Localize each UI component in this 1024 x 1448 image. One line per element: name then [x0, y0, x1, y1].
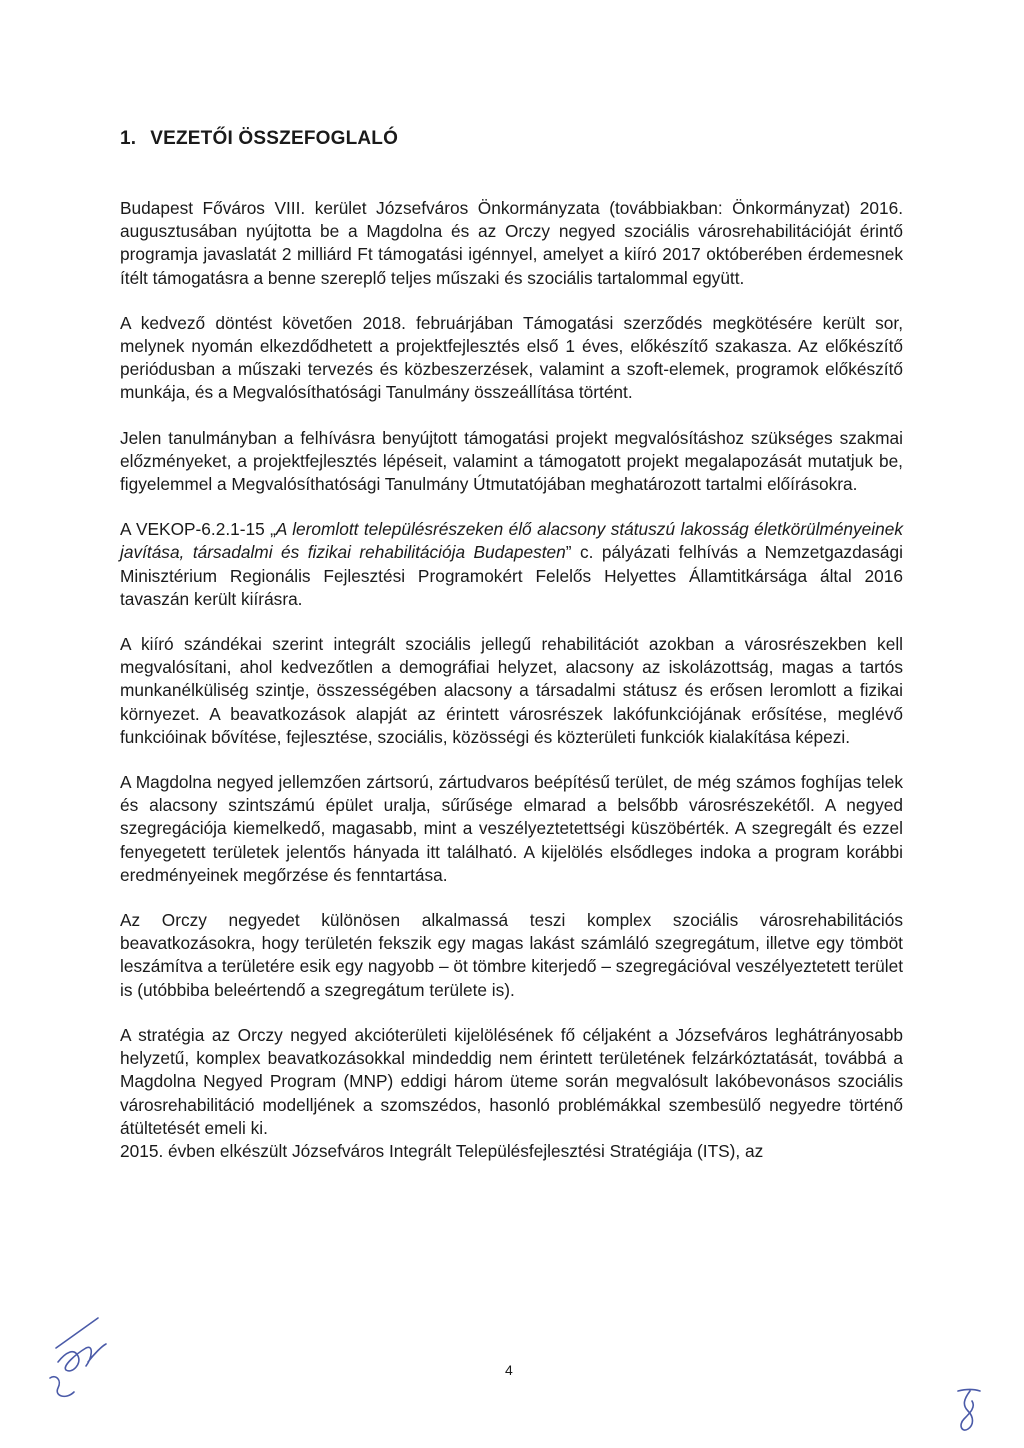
- paragraph-3: Jelen tanulmányban a felhívásra benyújtott támogatási projekt megvalósításhoz szükséges szakmai előzményeket, a projektfejlesztés lépéseit, valamint a támogatott projekt megalapozását mutatjuk be, figyelemmel a Megvalósíthatósági Tanulmány Útmutatójában meghatározott tartalmi előírásokra.: [120, 427, 903, 495]
- paragraph-4-italic: A leromlott településrészeken élő alacsony státuszú lakosság életkörülményeinek javítása, társadalmi és fizikai rehabilitációja Budapesten: [120, 519, 903, 563]
- section-heading: [120, 128, 398, 150]
- handwritten-signature-icon: [36, 1300, 126, 1410]
- page-number: 4: [505, 1362, 513, 1378]
- section-number: 1.: [120, 128, 137, 149]
- paragraph-8: A stratégia az Orczy negyed akcióterületi kijelölésének fő céljaként a Józsefváros leghátrányosabb helyzetű, komplex beavatkozásokkal mindeddig nem érintett területének felzárkóztatását, továbbá a Magdolna Negyed Program (MNP) eddigi három üteme során megvalósult lakóbevonásos szociális városrehabilitáció modelljének a szomszédos, hasonló problémákkal szembesülő negyedre történő átültetését emeli ki.: [120, 1024, 903, 1138]
- handwritten-initial-icon: [952, 1385, 988, 1435]
- paragraph-7: Az Orczy negyedet különösen alkalmassá teszi komplex szociális városrehabilitációs beavatkozásokra, hogy területén fekszik egy magas lakást számláló szegregátum, illetve egy tömböt leszámítva a területére esik egy nagyobb – öt tömbre kiterjedő – szegregációval veszélyeztetett terület is (utóbbiba beleértendő a szegregátum területe is).: [120, 910, 903, 1000]
- paragraph-9: 2015. évben elkészült Józsefváros Integrált Településfejlesztési Stratégiája (ITS), az: [120, 1140, 764, 1161]
- paragraph-1: Budapest Főváros VIII. kerület Józsefváros Önkormányzata (továbbiakban: Önkormányzat) 2016. augusztusában nyújtotta be a Magdolna és az Orczy negyed szociális városrehabilitációját érintő programja javaslatát 2 milliárd Ft támogatási igénnyel, amelyet a kiíró 2017 októberében érdemesnek ítélt támogatásra a benne szereplő teljes műszaki és szociális tartalommal együtt.: [120, 198, 903, 288]
- section-title: VEZETŐI ÖSSZEFOGLALÓ: [150, 128, 399, 149]
- paragraph-4-end: ” c. pályázati felhívás a Nemzetgazdasági Minisztérium Regionális Fejlesztési Programokért Felelős Helyettes Államtitkársága által 2016 tavaszán került kiírásra.: [120, 542, 903, 609]
- paragraph-4: [120, 518, 903, 611]
- paragraph-4-start: A VEKOP-6.2.1-15 „: [120, 519, 276, 540]
- paragraph-6: A Magdolna negyed jellemzően zártsorú, zártudvaros beépítésű terület, de még számos foghíjas telek és alacsony szintszámú épület uralja, sűrűsége elmarad a belsőbb városrészekétől. A negyed szegregációja kiemelkedő, magasabb, mint a veszélyeztetettségi küszöbérték. A szegregált és ezzel fenyegetett területek jelentős hányada itt található. A kijelölés elsődleges indoka a program korábbi eredményeinek megőrzése és fenntartása.: [120, 772, 903, 885]
- document-body: [120, 197, 903, 1163]
- paragraph-5: A kiíró szándékai szerint integrált szociális jellegű rehabilitációt azokban a városrészekben kell megvalósítani, ahol kedvezőtlen a demográfiai helyzet, alacsony az iskolázottság, magas a tartós munkanélküliség szintje, összességében alacsony a társadalmi státusz és erősen leromlott a fizikai környezet. A beavatkozások alapját az érintett városrészek lakófunkciójának erősítése, meglévő funkcióinak bővítése, fejlesztése, szociális, közösségi és közterületi funkciók kialakítása képezi.: [120, 634, 903, 747]
- paragraph-2: A kedvező döntést követően 2018. februárjában Támogatási szerződés megkötésére került sor, melynek nyomán elkezdődhetett a projektfejlesztés első 1 éves, előkészítő szakasza. Az előkészítő periódusban a műszaki tervezés és közbeszerzések, valamint a szoft-elemek, programok előkészítő munkája, és a Megvalósíthatósági Tanulmány összeállítása történt.: [120, 312, 903, 403]
